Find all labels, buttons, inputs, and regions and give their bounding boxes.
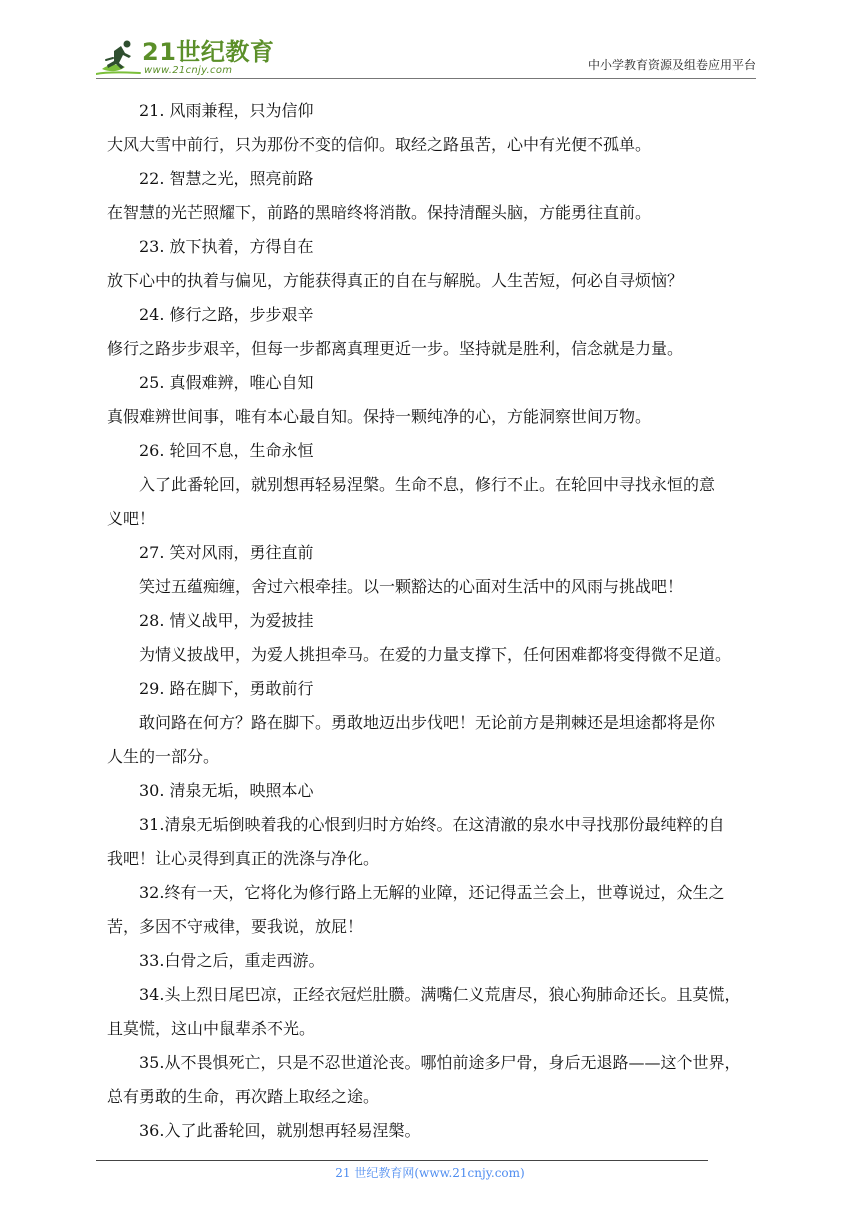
text-line: 且莫慌，这山中鼠辈杀不光。 bbox=[107, 1019, 316, 1038]
text-line: 22. 智慧之光，照亮前路 bbox=[139, 169, 314, 188]
text-line: 为情义披战甲，为爱人挑担牵马。在爱的力量支撑下，任何困难都将变得微不足道。 bbox=[139, 645, 732, 664]
text-line: 修行之路步步艰辛，但每一步都离真理更近一步。坚持就是胜利，信念就是力量。 bbox=[107, 339, 684, 358]
text-line: 放下心中的执着与偏见，方能获得真正的自在与解脱。人生苦短，何必自寻烦恼？ bbox=[107, 271, 684, 290]
text-line: 我吧！让心灵得到真正的洗涤与净化。 bbox=[107, 849, 380, 868]
text-line: 总有勇敢的生命，再次踏上取经之途。 bbox=[107, 1087, 380, 1106]
text-line: 在智慧的光芒照耀下，前路的黑暗终将消散。保持清醒头脑，方能勇往直前。 bbox=[107, 203, 652, 222]
text-line: 笑过五蕴痴缠，舍过六根牵挂。以一颗豁达的心面对生活中的风雨与挑战吧！ bbox=[139, 577, 684, 596]
text-line: 25. 真假难辨，唯心自知 bbox=[139, 373, 314, 392]
text-line: 34.头上烈日尾巴凉，正经衣冠烂肚臜。满嘴仁义荒唐尽，狼心狗肺命还长。且莫慌， bbox=[139, 985, 741, 1004]
text-line: 33.白骨之后，重走西游。 bbox=[139, 951, 325, 970]
text-line: 苦，多因不守戒律，要我说，放屁！ bbox=[107, 917, 364, 936]
text-line: 27. 笑对风雨，勇往直前 bbox=[139, 543, 314, 562]
text-line: 29. 路在脚下，勇敢前行 bbox=[139, 679, 314, 698]
text-line: 敢问路在何方？路在脚下。勇敢地迈出步伐吧！无论前方是荆棘还是坦途都将是你 bbox=[139, 713, 716, 732]
text-line: 32.终有一天，它将化为修行路上无解的业障，还记得盂兰会上，世尊说过，众生之 bbox=[139, 883, 725, 902]
logo-wordmark: 21世纪教育 bbox=[142, 38, 275, 66]
text-line: 入了此番轮回，就别想再轻易涅槃。生命不息，修行不止。在轮回中寻找永恒的意 bbox=[139, 475, 716, 494]
text-line: 28. 情义战甲，为爱披挂 bbox=[139, 611, 314, 630]
text-line: 35.从不畏惧死亡，只是不忍世道沦丧。哪怕前途多尸骨，身后无退路——这个世界， bbox=[139, 1053, 741, 1072]
site-logo[interactable] bbox=[96, 36, 275, 80]
footer-divider bbox=[96, 1160, 708, 1161]
platform-slogan: 中小学教育资源及组卷应用平台 bbox=[587, 58, 756, 72]
text-line: 大风大雪中前行，只为那份不变的信仰。取经之路虽苦，心中有光便不孤单。 bbox=[107, 135, 652, 154]
logo-url: www.21cnjy.com bbox=[144, 65, 233, 76]
footer-link[interactable]: 21 世纪教育网(www.21cnjy.com) bbox=[335, 1166, 525, 1180]
text-line: 31.清泉无垢倒映着我的心恨到归时方始终。在这清澈的泉水中寻找那份最纯粹的自 bbox=[139, 815, 725, 834]
text-line: 21. 风雨兼程，只为信仰 bbox=[139, 101, 314, 120]
text-line: 23. 放下执着，方得自在 bbox=[139, 237, 314, 256]
text-line: 36.入了此番轮回，就别想再轻易涅槃。 bbox=[139, 1121, 421, 1140]
text-line: 真假难辨世间事，唯有本心最自知。保持一颗纯净的心，方能洞察世间万物。 bbox=[107, 407, 652, 426]
text-line: 人生的一部分。 bbox=[107, 747, 220, 766]
text-line: 30. 清泉无垢，映照本心 bbox=[139, 781, 314, 800]
header-divider bbox=[96, 78, 756, 79]
page-header bbox=[96, 28, 756, 82]
text-line: 义吧！ bbox=[107, 509, 156, 528]
document-content bbox=[107, 94, 762, 1148]
text-line: 24. 修行之路，步步艰辛 bbox=[139, 305, 314, 324]
text-line: 26. 轮回不息，生命永恒 bbox=[139, 441, 314, 460]
